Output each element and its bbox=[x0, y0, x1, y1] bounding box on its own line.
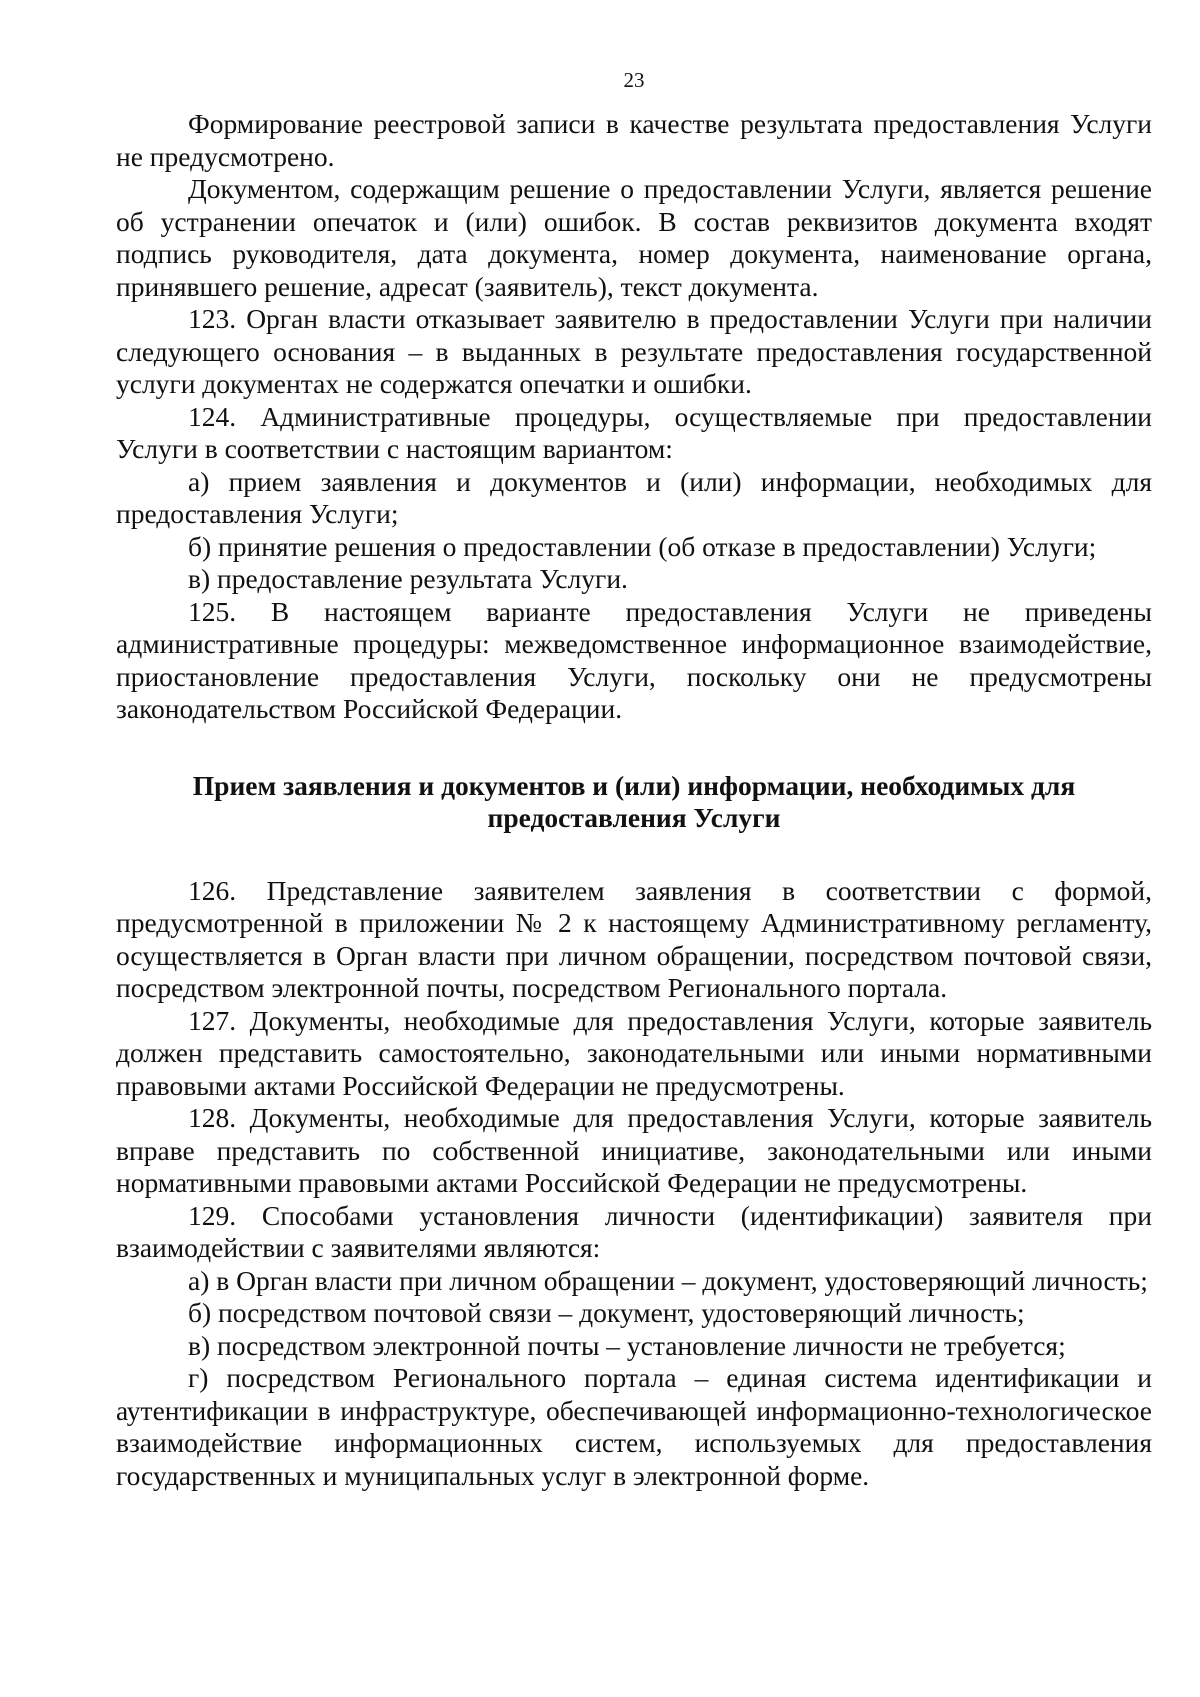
paragraph: 126. Представление заявителем заявления в соответствии с формой, предусмотренной в приложении № 2 к настоящему Административному регламенту, осуществляется в Орган власти при личном обращении, посредством почтовой связи, посредством электронной почты, посредством Регионального портала. bbox=[116, 874, 1152, 1003]
list-item: в) посредством электронной почты – установление личности не требуется; bbox=[188, 1329, 1066, 1361]
section-heading: Прием заявления и документов и (или) информации, необходимых для предоставления Услуги bbox=[192, 769, 1076, 833]
paragraphs-before-heading bbox=[116, 108, 1152, 726]
paragraphs-after-heading bbox=[116, 875, 1152, 1493]
paragraph: 128. Документы, необходимые для предоставления Услуги, которые заявитель вправе представить по собственной инициативе, законодательными или иными нормативными правовыми актами Российской Федерации не предусмотрены. bbox=[116, 1102, 1152, 1198]
list-item: а) прием заявления и документов и (или) информации, необходимых для предоставления Услуги; bbox=[116, 465, 1152, 529]
paragraph: 124. Административные процедуры, осуществляемые при предоставлении Услуги в соответствии с настоящим вариантом: bbox=[116, 400, 1152, 464]
list-item: в) предоставление результата Услуги. bbox=[188, 563, 628, 594]
list-item: б) посредством почтовой связи – документ, удостоверяющий личность; bbox=[188, 1297, 1025, 1328]
paragraph: 125. В настоящем варианте предоставления Услуги не приведены административные процедуры: межведомственное информационное взаимодействие, приостановление предоставления Услуги, поскольку они не предусмотрены законодательством Российской Федерации. bbox=[116, 595, 1152, 724]
paragraph: Документом, содержащим решение о предоставлении Услуги, является решение об устранении опечаток и (или) ошибок. В состав реквизитов документа входят подпись руководителя, дата документа, номер документа, наименование органа, принявшего решение, адресат (заявитель), текст документа. bbox=[116, 173, 1152, 302]
list-item: а) в Орган власти при личном обращении – документ, удостоверяющий личность; bbox=[188, 1264, 1148, 1296]
list-item: г) посредством Регионального портала – единая система идентификации и аутентификации в инфраструктуре, обеспечивающей информационно-технологическое взаимодействие информационных систем, используемых для предоставления государственных и муниципальных услуг в электронной форме. bbox=[116, 1362, 1152, 1491]
list-item: б) принятие решения о предоставлении (об отказе в предоставлении) Услуги; bbox=[188, 530, 1097, 562]
paragraph: 129. Способами установления личности (идентификации) заявителя при взаимодействии с заявителями являются: bbox=[116, 1199, 1152, 1263]
paragraph: 123. Орган власти отказывает заявителю в предоставлении Услуги при наличии следующего основания – в выданных в результате предоставления государственной услуги документах не содержатся опечатки и ошибки. bbox=[116, 303, 1152, 399]
paragraph: Формирование реестровой записи в качестве результата предоставления Услуги не предусмотрено. bbox=[116, 108, 1152, 172]
paragraph: 127. Документы, необходимые для предоставления Услуги, которые заявитель должен представить самостоятельно, законодательными или иными нормативными правовыми актами Российской Федерации не предусмотрены. bbox=[116, 1004, 1152, 1101]
document-page bbox=[116, 66, 1152, 1492]
page-number: 23 bbox=[623, 68, 645, 92]
